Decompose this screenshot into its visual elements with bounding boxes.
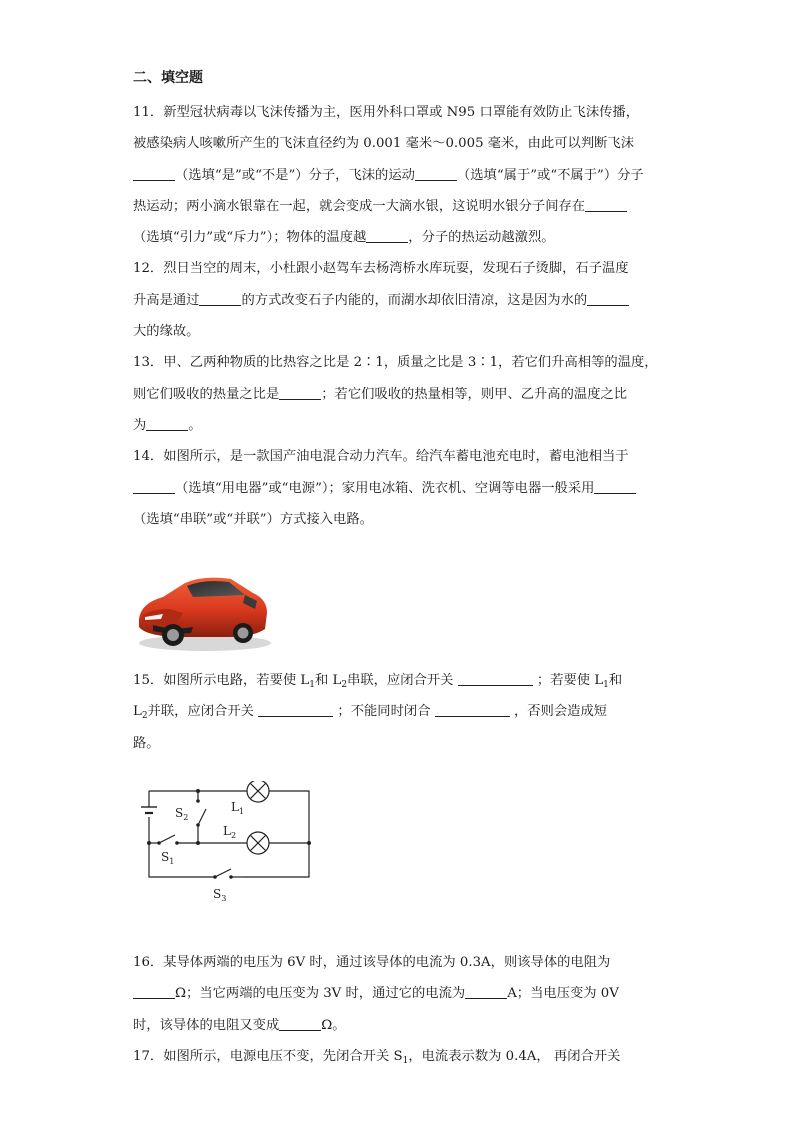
lamp-l1-icon xyxy=(247,781,269,802)
q14-line-3: （选填“串联”或“并联”）方式接入电路。 xyxy=(133,511,373,527)
answer-blank[interactable] xyxy=(415,166,457,181)
q11-line-1: 11．新型冠状病毒以飞沫传播为主，医用外科口罩或 N95 口罩能有效防止飞沫传播， xyxy=(133,105,640,120)
q12-line-2: 升高是通过 的方式改变石子内能的，而湖水却依旧清凉，这是因为水的 xyxy=(133,285,658,316)
switch-s1[interactable] xyxy=(157,835,179,845)
label-l1: $L_1$ xyxy=(231,800,245,817)
q16-line-1: 16．某导体两端的电压为 6V 时，通过该导体的电流为 0.3A，则该导体的电阻为 xyxy=(133,955,611,971)
answer-blank[interactable] xyxy=(366,228,408,243)
q15-line-2: $L_2$并联，应闭合开关 ；不能同时闭合 ，否则会造成短 xyxy=(133,704,608,722)
q13-line-3: 为 。 xyxy=(133,417,202,433)
answer-blank[interactable] xyxy=(435,702,510,717)
q16-line-2: Ω；当它两端的电压变为 3V 时，通过它的电流为 A；当电压变为 0V xyxy=(133,978,658,1009)
q13-line-2: 则它们吸收的热量之比是 ；若它们吸收的热量相等，则甲、乙升高的温度之比 xyxy=(133,386,628,402)
q16-line-3: 时，该导体的电阻又变成 Ω。 xyxy=(133,1017,346,1033)
lamp-l2-icon xyxy=(247,832,269,854)
worksheet-page xyxy=(133,66,658,1072)
answer-blank[interactable] xyxy=(199,291,241,306)
junction-dot xyxy=(147,841,151,845)
q14-line-2: （选填“用电器”或“电源”）；家用电冰箱、洗衣机、空调等电器一般采用 xyxy=(133,473,658,504)
label-s3: $S_3$ xyxy=(213,887,227,904)
q11-line-2: 被感染病人咳嗽所产生的飞沫直径约为 0.001 毫米～0.005 毫米，由此可以判断飞沫 xyxy=(133,136,635,152)
q11-line-3: （选填“是”或“不是”）分子，飞沫的运动 （选填“属于”或“不属于”）分子 xyxy=(133,160,658,191)
answer-blank[interactable] xyxy=(146,416,188,431)
circuit-diagram xyxy=(139,781,339,911)
q14-line-1: 14．如图所示，是一款国产油电混合动力汽车。给汽车蓄电池充电时，蓄电池相当于 xyxy=(133,449,629,465)
answer-blank[interactable] xyxy=(279,385,321,400)
car-image xyxy=(133,557,273,655)
answer-blank[interactable] xyxy=(133,984,175,999)
label-l2: $L_2$ xyxy=(223,824,237,841)
q12-line-1: 12．烈日当空的周末，小杜跟小赵驾车去杨湾桥水库玩耍，发现石子烫脚，石子温度 xyxy=(133,261,629,277)
answer-blank[interactable] xyxy=(585,197,627,212)
section-title: 二、填空题 xyxy=(133,70,203,86)
car-illustration xyxy=(133,557,273,655)
q15-line-1: 15．如图所示电路，若要使 $L_1$和 $L_2$串联，应闭合开关 ；若要使 $L_1$和 xyxy=(133,673,623,691)
label-s1: $S_1$ xyxy=(161,850,175,867)
q12-line-3: 大的缘故。 xyxy=(133,324,200,340)
switch-s2[interactable] xyxy=(196,799,206,827)
junction-dot xyxy=(196,841,200,845)
q17-line-1: 17．如图所示，电源电压不变，先闭合开关 $S_1$，电流表示数为 0.4A， 再闭合开关 xyxy=(133,1048,621,1066)
q11-line-4: 热运动；两小滴水银靠在一起，就会变成一大滴水银，这说明水银分子间存在 xyxy=(133,191,658,222)
q15-line-3: 路。 xyxy=(133,735,160,751)
answer-blank[interactable] xyxy=(133,479,175,494)
label-s2: $S_2$ xyxy=(175,806,189,823)
switch-s3[interactable] xyxy=(213,869,243,879)
answer-blank[interactable] xyxy=(279,1016,321,1031)
answer-blank[interactable] xyxy=(258,702,333,717)
junction-dot xyxy=(196,789,200,793)
answer-blank[interactable] xyxy=(465,984,507,999)
answer-blank[interactable] xyxy=(587,291,629,306)
circuit-svg xyxy=(139,781,339,911)
q13-line-1: 13．甲、乙两种物质的比热容之比是 2∶1，质量之比是 3∶1，若它们升高相等的温度， xyxy=(133,355,658,371)
q11-line-5: （选填“引力”或“斥力”）；物体的温度越 ，分子的热运动越激烈。 xyxy=(133,230,555,246)
answer-blank[interactable] xyxy=(458,671,533,686)
answer-blank[interactable] xyxy=(594,479,636,494)
junction-dot xyxy=(307,841,311,845)
answer-blank[interactable] xyxy=(133,166,175,181)
